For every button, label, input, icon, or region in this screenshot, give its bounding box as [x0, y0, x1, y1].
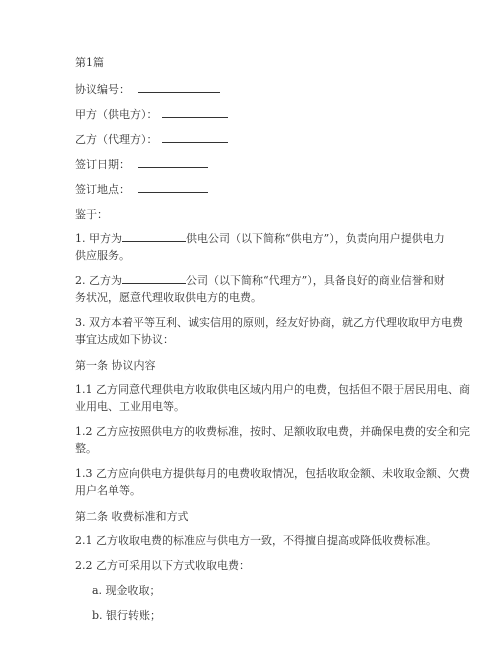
- recital-3: [75, 314, 463, 348]
- field-signing-date: [75, 156, 208, 173]
- field-party-b: [75, 131, 228, 148]
- field-label: 签订地点：: [75, 183, 130, 196]
- clause-2-2: 2.2 乙方可采用以下方式收取电费：: [75, 559, 250, 572]
- fill-blank: [162, 131, 228, 143]
- clause-text-cont: 整。: [75, 442, 97, 455]
- field-label: 签订日期：: [75, 158, 130, 171]
- recital-text-cont: 务状况，愿意代理收取供电方的电费。: [75, 291, 262, 304]
- fill-blank: [138, 181, 208, 193]
- section-heading: 第1篇: [75, 56, 104, 69]
- fill-blank: [162, 106, 228, 118]
- recital-text: 供电公司（以下简称“供电方”），负责向用户提供电力: [186, 232, 445, 245]
- list-item: a. 现金收取；: [92, 584, 161, 597]
- field-agreement-number: [75, 81, 220, 98]
- recital-1: [75, 230, 445, 264]
- clause-text-cont: 业用电、工业用电等。: [75, 400, 185, 413]
- field-label: 甲方（供电方）：: [75, 108, 158, 121]
- recital-text: 公司（以下简称“代理方”），具备良好的商业信誉和财: [186, 274, 445, 287]
- fill-blank: [122, 272, 186, 284]
- recital-text-cont: 供应服务。: [75, 249, 130, 262]
- clause-1-3: [75, 465, 470, 499]
- clause-text: 1.2 乙方应按照供电方的收费标准，按时、足额收取电费，并确保电费的安全和完: [75, 425, 470, 438]
- article-2-title: 第二条 收费标准和方式: [75, 510, 189, 523]
- clause-text: 1.1 乙方同意代理供电方收取供电区域内用户的电费，包括但不限于居民用电、商: [75, 383, 470, 396]
- clause-1-1: [75, 381, 470, 415]
- clause-1-2: [75, 423, 470, 457]
- whereas-heading: 鉴于：: [75, 208, 108, 221]
- recital-prefix: 2. 乙方为: [75, 274, 122, 287]
- clause-2-1: 2.1 乙方收取电费的标准应与供电方一致，不得擅自提高或降低收费标准。: [75, 534, 437, 547]
- field-party-a: [75, 106, 228, 123]
- recital-text-cont: 事宜达成如下协议：: [75, 333, 174, 346]
- field-signing-place: [75, 181, 208, 198]
- clause-text-cont: 用户名单等。: [75, 484, 141, 497]
- field-label: 乙方（代理方）：: [75, 133, 158, 146]
- recital-2: [75, 272, 445, 306]
- field-label: 协议编号：: [75, 83, 130, 96]
- list-item: b. 银行转账；: [92, 609, 162, 622]
- article-1-title: 第一条 协议内容: [75, 359, 156, 372]
- fill-blank: [122, 230, 186, 242]
- recital-prefix: 1. 甲方为: [75, 232, 122, 245]
- clause-text: 1.3 乙方应向供电方提供每月的电费收取情况，包括收取金额、未收取金额、欠费: [75, 467, 470, 480]
- fill-blank: [138, 156, 208, 168]
- recital-text: 3. 双方本着平等互利、诚实信用的原则，经友好协商，就乙方代理收取甲方电费: [75, 316, 463, 329]
- fill-blank: [138, 81, 220, 93]
